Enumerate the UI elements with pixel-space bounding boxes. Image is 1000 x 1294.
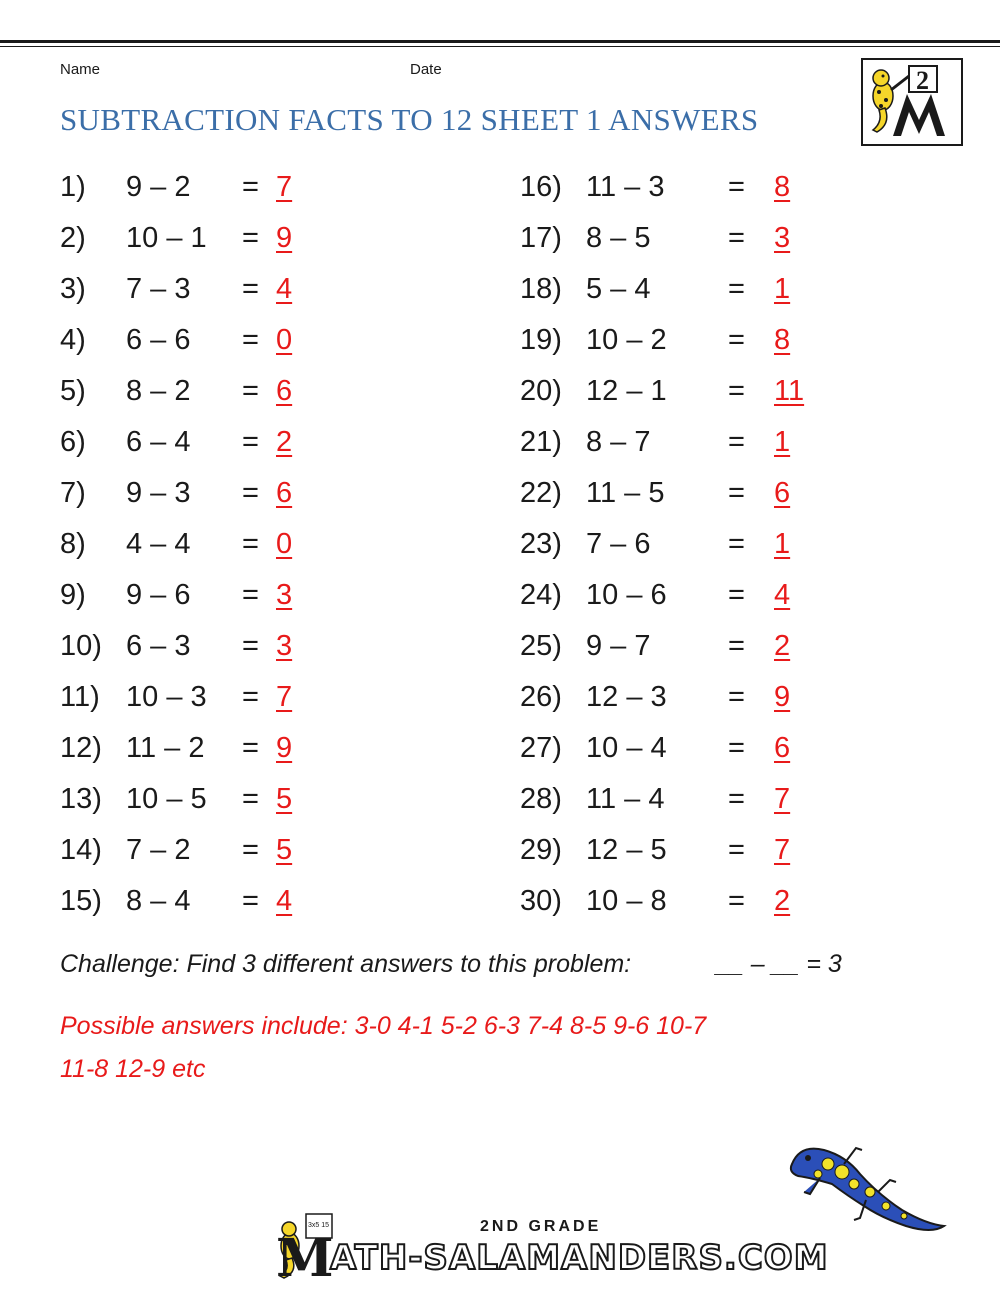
problem-expression: 5 – 4 <box>586 273 651 305</box>
problem-answer: 6 <box>276 375 293 407</box>
challenge-text: Challenge: Find 3 different answers to this problem: <box>60 950 632 978</box>
problem-number: 22) <box>520 477 562 509</box>
equals-sign: = <box>728 426 745 458</box>
problem-answer: 5 <box>276 834 293 866</box>
problem-answer: 9 <box>276 222 293 254</box>
problem-number: 4) <box>60 324 86 356</box>
equals-sign: = <box>242 222 259 254</box>
equals-sign: = <box>728 630 745 662</box>
equals-sign: = <box>728 375 745 407</box>
footer-board-text: 3x5 15 <box>308 1222 330 1229</box>
problem-expression: 11 – 5 <box>586 477 665 509</box>
problem-number: 5) <box>60 375 86 407</box>
problem-answer: 3 <box>774 222 791 254</box>
problem-answer: 1 <box>774 528 791 560</box>
problem-answer: 5 <box>276 783 293 815</box>
footer-site-initial: M <box>276 1228 334 1289</box>
equals-sign: = <box>728 732 745 764</box>
problem-expression: 10 – 6 <box>586 579 667 611</box>
date-label: Date <box>410 61 442 78</box>
footer-grade: 2ND GRADE <box>480 1218 602 1235</box>
problem-number: 20) <box>520 375 562 407</box>
problem-answer: 2 <box>276 426 293 458</box>
equals-sign: = <box>728 528 745 560</box>
problem-expression: 6 – 4 <box>126 426 191 458</box>
problem-answer: 6 <box>774 732 791 764</box>
problem-expression: 9 – 6 <box>126 579 191 611</box>
equals-sign: = <box>728 171 745 203</box>
top-rule <box>0 40 1000 43</box>
problem-expression: 9 – 7 <box>586 630 651 662</box>
problem-answer: 0 <box>276 324 293 356</box>
equals-sign: = <box>728 885 745 917</box>
top-rule-thin <box>0 46 1000 47</box>
problem-expression: 10 – 8 <box>586 885 667 917</box>
name-label: Name <box>60 61 101 78</box>
problem-number: 6) <box>60 426 86 458</box>
problem-expression: 12 – 5 <box>586 834 667 866</box>
problem-number: 23) <box>520 528 562 560</box>
equals-sign: = <box>242 834 259 866</box>
problem-number: 29) <box>520 834 562 866</box>
equals-sign: = <box>728 222 745 254</box>
problem-expression: 8 – 5 <box>586 222 651 254</box>
problem-expression: 7 – 6 <box>586 528 651 560</box>
problem-expression: 8 – 4 <box>126 885 191 917</box>
problem-answer: 7 <box>774 783 791 815</box>
equals-sign: = <box>728 273 745 305</box>
problem-number: 18) <box>520 273 562 305</box>
equals-sign: = <box>242 426 259 458</box>
equals-sign: = <box>242 630 259 662</box>
equals-sign: = <box>242 477 259 509</box>
problem-number: 2) <box>60 222 86 254</box>
problem-answer: 0 <box>276 528 293 560</box>
problem-expression: 9 – 3 <box>126 477 191 509</box>
problem-expression: 10 – 4 <box>586 732 667 764</box>
problem-expression: 10 – 2 <box>586 324 667 356</box>
problem-answer: 3 <box>276 630 293 662</box>
problem-number: 8) <box>60 528 86 560</box>
problem-answer: 7 <box>276 171 293 203</box>
problem-number: 21) <box>520 426 562 458</box>
problem-expression: 4 – 4 <box>126 528 191 560</box>
problem-number: 15) <box>60 885 102 917</box>
equals-sign: = <box>242 375 259 407</box>
page-title: SUBTRACTION FACTS TO 12 SHEET 1 ANSWERS <box>60 102 759 137</box>
problem-answer: 2 <box>774 885 791 917</box>
problem-answer: 7 <box>774 834 791 866</box>
problem-expression: 12 – 3 <box>586 681 667 713</box>
problem-number: 13) <box>60 783 102 815</box>
problem-number: 7) <box>60 477 86 509</box>
possible-answers-line1: Possible answers include: 3-0 4-1 5-2 6-3 7-4 8-5 9-6 10-7 <box>60 1012 707 1040</box>
problem-answer: 8 <box>774 324 791 356</box>
problem-number: 9) <box>60 579 86 611</box>
problem-expression: 7 – 3 <box>126 273 191 305</box>
equals-sign: = <box>242 885 259 917</box>
problem-answer: 9 <box>774 681 791 713</box>
problem-answer: 4 <box>276 273 293 305</box>
problem-number: 27) <box>520 732 562 764</box>
problem-answer: 1 <box>774 426 791 458</box>
problem-expression: 12 – 1 <box>586 375 667 407</box>
problem-answer: 8 <box>774 171 791 203</box>
problem-expression: 10 – 5 <box>126 783 207 815</box>
equals-sign: = <box>242 171 259 203</box>
problem-answer: 9 <box>276 732 293 764</box>
problem-number: 1) <box>60 171 86 203</box>
problem-number: 12) <box>60 732 102 764</box>
problem-expression: 7 – 2 <box>126 834 191 866</box>
problem-number: 28) <box>520 783 562 815</box>
problem-number: 11) <box>60 681 100 713</box>
problem-expression: 10 – 1 <box>126 222 207 254</box>
problem-expression: 11 – 4 <box>586 783 665 815</box>
problem-number: 17) <box>520 222 562 254</box>
problem-expression: 10 – 3 <box>126 681 207 713</box>
problem-expression: 8 – 7 <box>586 426 651 458</box>
equals-sign: = <box>242 324 259 356</box>
problem-number: 3) <box>60 273 86 305</box>
math-salamanders-logo <box>861 58 963 146</box>
problem-answer: 7 <box>276 681 293 713</box>
problem-number: 30) <box>520 885 562 917</box>
equals-sign: = <box>242 528 259 560</box>
equals-sign: = <box>242 732 259 764</box>
problem-answer: 4 <box>276 885 293 917</box>
equals-sign: = <box>728 579 745 611</box>
problem-number: 26) <box>520 681 562 713</box>
problem-expression: 11 – 3 <box>586 171 665 203</box>
possible-answers-line2: 11-8 12-9 etc <box>60 1055 206 1083</box>
problem-expression: 6 – 6 <box>126 324 191 356</box>
salamander-illustration-icon <box>782 1134 950 1242</box>
problem-answer: 2 <box>774 630 791 662</box>
problem-answer: 6 <box>774 477 791 509</box>
equals-sign: = <box>728 477 745 509</box>
equals-sign: = <box>242 579 259 611</box>
logo-badge-number: 2 <box>916 66 929 95</box>
problem-number: 10) <box>60 630 102 662</box>
problem-number: 24) <box>520 579 562 611</box>
equals-sign: = <box>728 783 745 815</box>
problem-expression: 9 – 2 <box>126 171 191 203</box>
salamander-logo-icon <box>863 60 961 144</box>
equals-sign: = <box>728 834 745 866</box>
footer-site-name: ATH-SALAMANDERS.COM <box>330 1238 829 1278</box>
problem-answer: 4 <box>774 579 791 611</box>
problem-number: 25) <box>520 630 562 662</box>
equals-sign: = <box>242 681 259 713</box>
equals-sign: = <box>242 783 259 815</box>
problem-answer: 1 <box>774 273 791 305</box>
equals-sign: = <box>728 681 745 713</box>
problem-expression: 8 – 2 <box>126 375 191 407</box>
problem-number: 16) <box>520 171 562 203</box>
problem-number: 19) <box>520 324 562 356</box>
problem-answer: 11 <box>774 375 805 407</box>
equals-sign: = <box>728 324 745 356</box>
equals-sign: = <box>242 273 259 305</box>
problem-expression: 11 – 2 <box>126 732 205 764</box>
problem-number: 14) <box>60 834 102 866</box>
problem-answer: 6 <box>276 477 293 509</box>
problem-expression: 6 – 3 <box>126 630 191 662</box>
problem-answer: 3 <box>276 579 293 611</box>
challenge-equation: __ – __ = 3 <box>716 950 842 978</box>
